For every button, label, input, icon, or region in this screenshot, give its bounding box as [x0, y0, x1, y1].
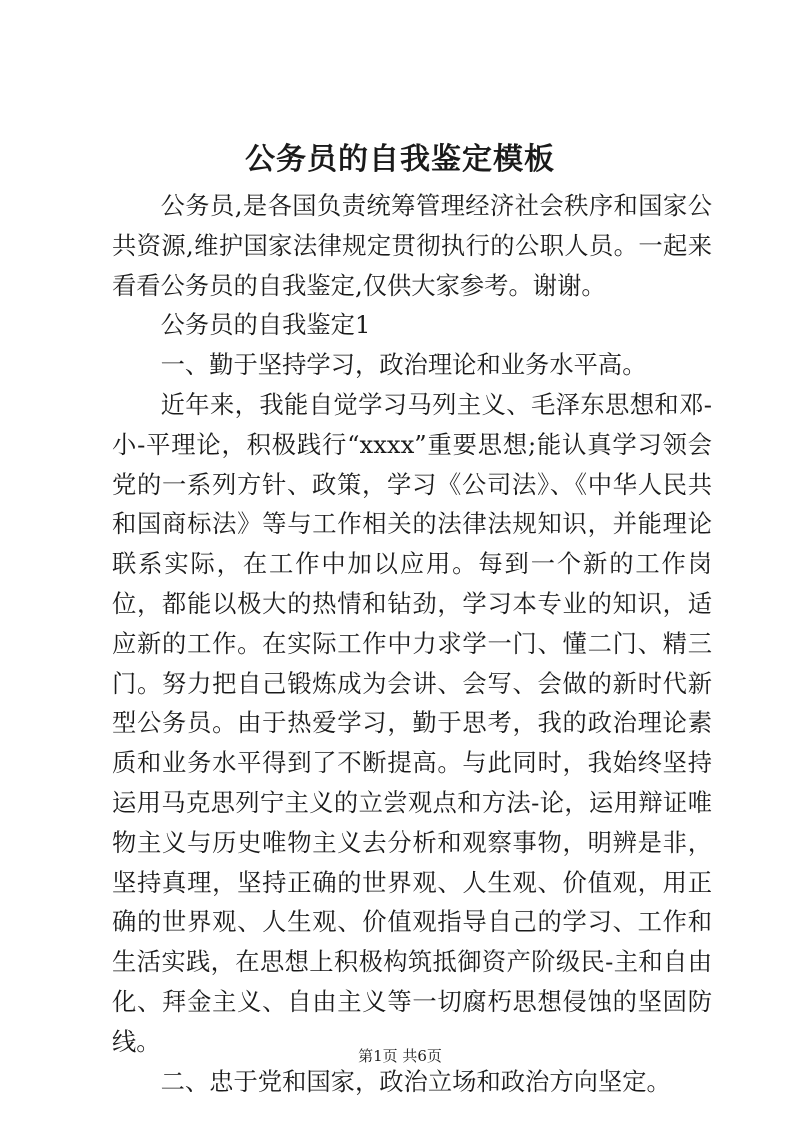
- document-body: [112, 186, 712, 1101]
- paragraph-point-two: 二、忠于党和国家，政治立场和政治方向坚定。: [160, 1066, 671, 1096]
- paragraph-point-one: 一、勤于坚持学习，政治理论和业务水平高。: [160, 350, 647, 380]
- document-title: 公务员的自我鉴定模板: [245, 142, 555, 177]
- paragraph-main: 近年来，我能自觉学习马列主义、毛泽东思想和邓-小-平理论，积极践行“xxxx”重要思想;能认真学习领会党的一系列方针、政策，学习《公司法》、《中华人民共和国商标法》等与工作相关的法律法规知识，并能理论联系实际，在工作中加以应用。每到一个新的工作岗位，都能以极大的热情和钻劲，学习本专业的知识，适应新的工作。在实际工作中力求学一门、懂二门、精三门。努力把自己锻炼成为会讲、会写、会做的新时代新型公务员。由于热爱学习，勤于思考，我的政治理论素质和业务水平得到了不断提高。与此同时，我始终坚持运用马克思列宁主义的立尝观点和方法-论，运用辩证唯物主义与历史唯物主义去分析和观察事物，明辨是非，坚持真理，坚持正确的世界观、人生观、价值观，用正确的世界观、人生观、价值观指导自己的学习、工作和生活实践，在思想上积极构筑抵御资产阶级民-主和自由化、拜金主义、自由主义等一切腐朽思想侵蚀的坚固防线。: [112, 389, 712, 1056]
- paragraph-section-heading: 公务员的自我鉴定1: [160, 310, 371, 340]
- page-footer: 第1页 共6页: [358, 1047, 442, 1065]
- paragraph-intro: 公务员,是各国负责统筹管理经济社会秩序和国家公共资源,维护国家法律规定贯彻执行的公职人员。一起来看看公务员的自我鉴定,仅供大家参考。谢谢。: [112, 191, 712, 300]
